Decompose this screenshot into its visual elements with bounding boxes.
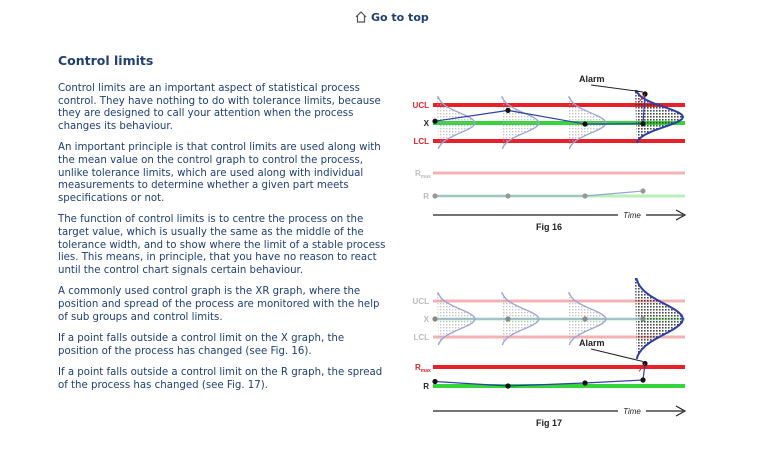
- r-data-point: [432, 379, 437, 384]
- alarm-label: Alarm: [579, 338, 605, 348]
- r-label: R: [423, 192, 429, 201]
- rmax-label: [415, 169, 431, 180]
- article-body: [58, 83, 386, 401]
- x-data-point: [582, 121, 587, 126]
- mean-x-label: X: [423, 119, 429, 128]
- ucl-label: UCL: [413, 101, 429, 110]
- x-data-point: [582, 316, 587, 321]
- chart-svg: [413, 74, 695, 234]
- x-data-point: [432, 119, 437, 124]
- r-data-point: [582, 193, 587, 198]
- alarm-arrow: [591, 349, 643, 362]
- r-data-point: [505, 383, 510, 388]
- rmax-label-main: R: [415, 169, 421, 178]
- time-label: Time: [623, 211, 641, 220]
- paragraph: A commonly used control graph is the XR graph, where the position and spread of the process are monitored with the help of sub groups and control limits.: [58, 286, 380, 323]
- rmax-label-subscript: max: [420, 368, 431, 374]
- paragraph: Control limits are an important aspect of statistical process control. They have nothing to do with tolerance limits, because they are designed to call your attention when the process changes its behaviour.: [58, 83, 381, 132]
- figure-16-xr-chart: [413, 74, 695, 234]
- x-data-point: [640, 121, 645, 126]
- x-data-point: [432, 316, 437, 321]
- x-data-point: [640, 316, 645, 321]
- r-data-point: [432, 193, 437, 198]
- x-data-point: [505, 108, 510, 113]
- paragraph: If a point falls outside a control limit on the X graph, the position of the process has changed (see Fig. 16).: [58, 333, 345, 357]
- figure-caption: Fig 17: [535, 418, 563, 428]
- x-data-point: [505, 316, 510, 321]
- r-data-point: [640, 188, 645, 193]
- time-label: Time: [623, 407, 641, 416]
- section-title: Control limits: [58, 53, 154, 68]
- go-to-top-label: Go to top: [371, 11, 429, 24]
- paragraph: The function of control limits is to centre the process on the target value, which is usually the same as the middle of the tolerance width, and to show where the limit of a stable process lies. This means, in principle, that you have no reason to react until the control chart signals certain behaviour.: [58, 214, 386, 276]
- lcl-label: LCL: [413, 333, 429, 342]
- paragraph: If a point falls outside a control limit on the R graph, the spread of the process has changed (see Fig. 17).: [58, 367, 383, 391]
- rmax-label: [415, 363, 431, 374]
- home-icon: [354, 10, 368, 24]
- r-data-point: [582, 380, 587, 385]
- alarm-label: Alarm: [579, 74, 605, 84]
- figure-17-xr-chart: [413, 270, 695, 430]
- rmax-label-main: R: [415, 363, 421, 372]
- r-label: R: [423, 382, 429, 391]
- alarm-arrow: [591, 85, 643, 92]
- figure-caption: Fig 16: [535, 222, 563, 232]
- go-to-top-link[interactable]: [354, 6, 429, 24]
- mean-x-label: X: [423, 315, 429, 324]
- r-data-point: [640, 377, 645, 382]
- rmax-label-subscript: max: [420, 174, 431, 180]
- lcl-label: LCL: [413, 137, 429, 146]
- r-data-point: [505, 193, 510, 198]
- chart-svg: [413, 270, 695, 430]
- ucl-label: UCL: [413, 297, 429, 306]
- histogram: [635, 91, 683, 143]
- paragraph: An important principle is that control limits are used along with the mean value on the control graph to control the process, unlike tolerance limits, which are used along with individual measurements to determine whether a given part meets specifications or not.: [58, 142, 381, 204]
